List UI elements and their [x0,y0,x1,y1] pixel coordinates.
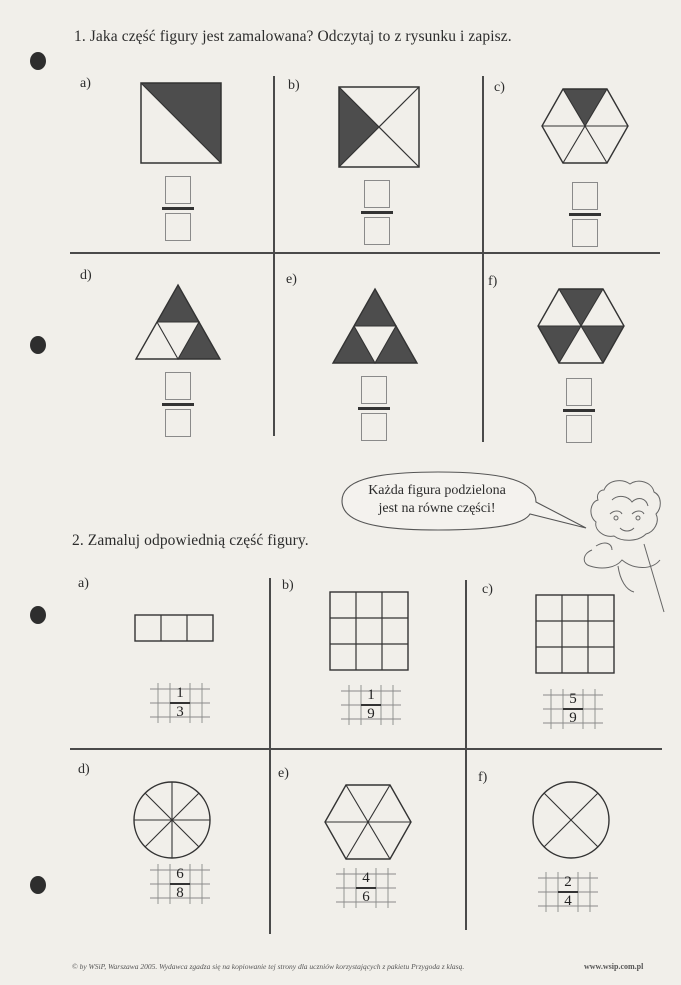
shape-square-ninths[interactable] [329,591,409,671]
item-label: a) [78,576,89,591]
item-label: e) [286,272,297,287]
fraction-denominator: 4 [564,893,572,909]
fraction-denominator: 9 [367,706,375,722]
item-label: f) [478,770,488,785]
grid-divider [465,580,467,930]
shape-square-quarters [338,86,420,168]
grid-divider [273,76,275,436]
fraction-denominator: 8 [176,885,184,901]
grid-divider [70,748,662,750]
shape-circle-eighths[interactable] [132,780,212,860]
shape-circle-quarters[interactable] [531,780,611,860]
punch-hole [30,336,46,354]
fraction-answer-box[interactable] [364,180,390,245]
copyright-footer: © by WSiP, Warszawa 2005. Wydawca zgadza się na kopiowanie tej strony dla uczniów korzystających z pakietu Przygoda z klasą. [72,962,465,971]
exercise1-title: 1. Jaka część figury jest zamalowana? Odczytaj to z rysunku i zapisz. [74,28,512,45]
speech-bubble-line1: Każda figura podzielona [368,483,506,498]
grid-divider [70,252,660,254]
punch-hole [30,52,46,70]
fraction-answer-box[interactable] [566,378,592,443]
punch-hole [30,876,46,894]
exercise2-title: 2. Zamaluj odpowiednią część figury. [72,532,309,549]
shape-square-half [140,82,222,164]
publisher-url: www.wsip.com.pl [584,962,644,971]
fraction-denominator: 6 [362,889,370,905]
shape-rectangle-thirds[interactable] [134,614,214,642]
item-label: a) [80,76,91,91]
fraction-denominator: 3 [176,704,184,720]
item-label: b) [282,578,294,593]
item-label: c) [482,582,493,597]
item-label: b) [288,78,300,93]
fraction-numerator: 2 [564,874,572,890]
item-label: e) [278,766,289,781]
item-label: c) [494,80,505,95]
fraction-answer-box[interactable] [165,372,191,437]
shape-triangle-three-quarters [332,288,418,364]
fraction-numerator: 5 [569,691,577,707]
grid-divider [269,578,271,934]
speech-bubble-line2: jest na równe części! [378,501,496,516]
shape-square-ninths[interactable] [535,594,615,674]
item-label: d) [80,268,92,283]
shape-triangle-two-quarters [135,284,221,360]
fraction-answer-box[interactable] [165,176,191,241]
fraction-numerator: 4 [362,870,370,886]
fraction-numerator: 1 [367,687,375,703]
girl-illustration [582,480,666,612]
item-label: f) [488,274,498,289]
shape-hexagon-sixths[interactable] [324,784,412,860]
fraction-answer-box[interactable] [361,376,387,441]
fraction-answer-box[interactable] [572,182,598,247]
shape-hexagon-half [537,288,625,364]
item-label: d) [78,762,90,777]
fraction-denominator: 9 [569,710,577,726]
fraction-numerator: 1 [176,685,184,701]
fraction-numerator: 6 [176,866,184,882]
punch-hole [30,606,46,624]
shape-hexagon-one-sixth [541,88,629,164]
grid-divider [482,76,484,442]
